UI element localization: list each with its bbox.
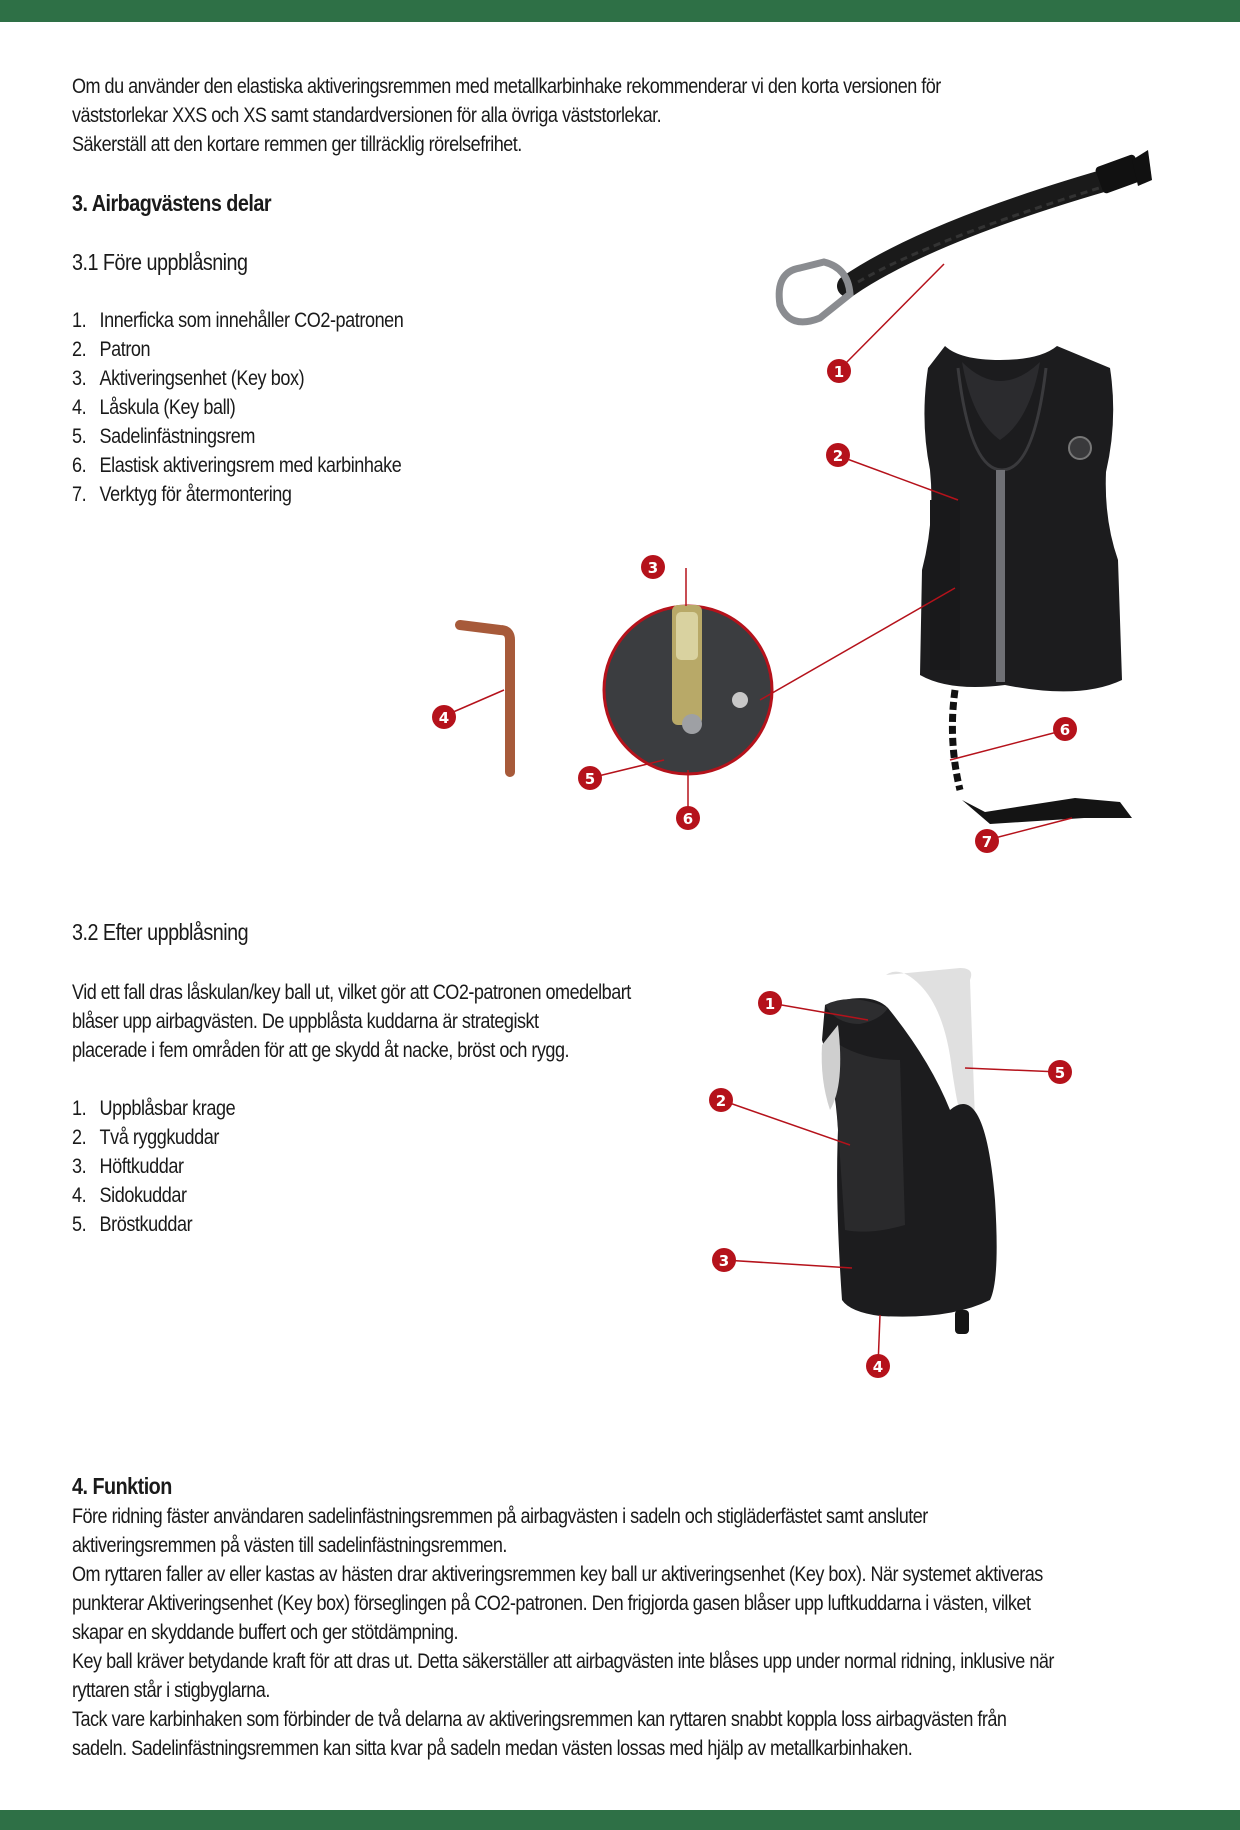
callout-2: [709, 1088, 733, 1112]
callout-1: [758, 991, 782, 1015]
callout-1: [826, 443, 850, 467]
section-4-heading: 4. Funktion: [72, 1473, 172, 1499]
list-item: 4. Sidokuddar: [72, 1184, 187, 1207]
svg-text:6: 6: [682, 810, 694, 828]
list-item: 4. Låskula (Key ball): [72, 396, 236, 419]
callout-5: [975, 829, 999, 853]
intro-line-3: Säkerställ att den kortare remmen ger tillräcklig rörelsefrihet.: [72, 133, 522, 156]
callout-4: [676, 806, 700, 830]
after-line-2: blåser upp airbagvästen. De uppblåsta kuddarna är strategiskt: [72, 1010, 539, 1033]
section-3-2-heading: 3.2 Efter uppblåsning: [72, 919, 249, 945]
svg-text:1: 1: [833, 363, 845, 381]
function-paragraph: [72, 1502, 1121, 1763]
activation-strap-image: [779, 150, 1152, 322]
svg-text:2: 2: [715, 1092, 727, 1110]
svg-text:3: 3: [718, 1252, 730, 1270]
list-item: 2. Två ryggkuddar: [72, 1126, 219, 1149]
function-line: ryttaren står i stigbyglarna.: [72, 1679, 270, 1702]
function-line: skapar en skyddande buffert och ger stötdämpning.: [72, 1621, 459, 1644]
after-line-3: placerade i fem områden för att ge skydd åt nacke, bröst och rygg.: [72, 1039, 569, 1062]
inset-detail-image: [604, 605, 772, 774]
list-item: 6. Elastisk aktiveringsrem med karbinhake: [72, 454, 402, 477]
callout-7: [432, 705, 456, 729]
function-line: Om ryttaren faller av eller kastas av hästen drar aktiveringsremmen key ball ur aktiveringsenhet (Key box). När systemet aktiveras: [72, 1563, 1043, 1586]
callout-6b: [1053, 717, 1077, 741]
callout-3: [578, 766, 602, 790]
svg-text:4: 4: [872, 1358, 884, 1376]
list-item: 2. Patron: [72, 338, 151, 361]
svg-text:4: 4: [438, 709, 450, 727]
section-3-heading: 3. Airbagvästens delar: [72, 190, 271, 216]
intro-line-2: väststorlekar XXS och XS samt standardversionen för alla övriga väststorlekar.: [72, 104, 662, 127]
parts-list-after: [72, 1094, 235, 1239]
inflated-vest-image: [822, 968, 997, 1334]
list-item: 1. Uppblåsbar krage: [72, 1097, 236, 1120]
callout-5: [1048, 1060, 1072, 1084]
svg-text:5: 5: [584, 770, 596, 788]
after-inflation-paragraph: [72, 978, 631, 1065]
callout-6: [827, 359, 851, 383]
svg-text:5: 5: [1054, 1064, 1066, 1082]
callout-3: [712, 1248, 736, 1272]
svg-text:1: 1: [764, 995, 776, 1013]
list-item: 5. Sadelinfästningsrem: [72, 425, 255, 448]
svg-text:2: 2: [832, 447, 844, 465]
list-item: 3. Aktiveringsenhet (Key box): [72, 367, 305, 390]
function-line: Före ridning fäster användaren sadelinfästningsremmen på airbagvästen i sadeln och stigläderfästet samt ansluter: [72, 1505, 928, 1528]
bottom-color-band: [0, 1810, 1240, 1830]
svg-text:7: 7: [981, 833, 993, 851]
list-item: 3. Höftkuddar: [72, 1155, 184, 1178]
function-line: sadeln. Sadelinfästningsremmen kan sitta kvar på sadeln medan västen lossas med hjälp av metallkarbinhaken.: [72, 1737, 913, 1760]
intro-line-1: Om du använder den elastiska aktiveringsremmen med metallkarbinhake rekommenderar vi den korta versionen för: [72, 75, 941, 98]
callout-4: [866, 1354, 890, 1378]
list-item: 5. Bröstkuddar: [72, 1213, 193, 1236]
vest-image: [920, 346, 1132, 824]
svg-text:3: 3: [647, 559, 659, 577]
after-line-1: Vid ett fall dras låskulan/key ball ut, vilket gör att CO2-patronen omedelbart: [72, 981, 631, 1004]
section-3-1-heading: 3.1 Före uppblåsning: [72, 249, 248, 275]
function-line: punkterar Aktiveringsenhet (Key box) förseglingen på CO2-patronen. Den frigjorda gasen blåser upp luftkuddarna i västen, vilket: [72, 1592, 1031, 1615]
function-line: aktiveringsremmen på västen till sadelinfästningsremmen.: [72, 1534, 507, 1557]
svg-text:6: 6: [1059, 721, 1071, 739]
callout-2: [641, 555, 665, 579]
function-line: Tack vare karbinhaken som förbinder de två delarna av aktiveringsremmen kan ryttaren snabbt koppla loss airbagvästen från: [72, 1708, 1007, 1731]
list-item: 7. Verktyg för återmontering: [72, 483, 292, 506]
list-item: 1. Innerficka som innehåller CO2-patronen: [72, 309, 404, 332]
function-line: Key ball kräver betydande kraft för att dras ut. Detta säkerställer att airbagvästen inte blåses upp under normal ridning, inklusive när: [72, 1650, 1054, 1673]
